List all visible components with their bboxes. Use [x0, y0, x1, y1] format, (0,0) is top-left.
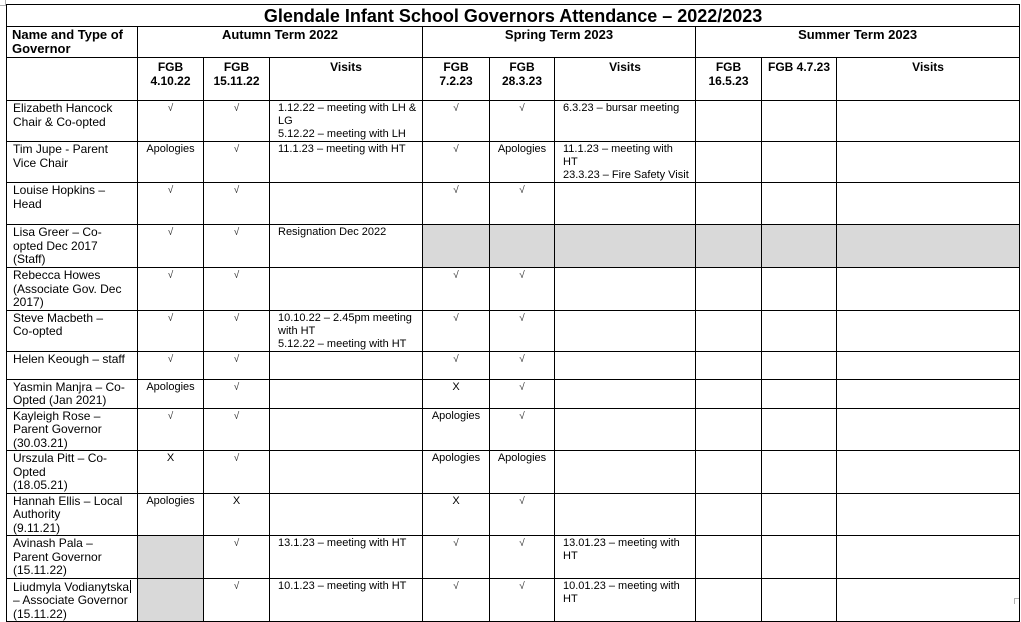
attendance-cell: [138, 379, 204, 408]
governor-name-line: Kayleigh Rose –: [13, 408, 101, 423]
attendance-cell: [204, 268, 270, 311]
governor-name-line: Elizabeth Hancock: [13, 101, 113, 115]
attendance-cell: [696, 142, 762, 183]
attendance-cell: [696, 225, 762, 268]
governor-name-line: Helen Keough – staff: [13, 351, 125, 366]
attendance-cell: [138, 351, 204, 379]
governor-name-line: Head: [13, 196, 42, 211]
attendance-cell: [696, 408, 762, 451]
check-icon: √: [233, 538, 240, 549]
attendance-cell: [762, 493, 837, 536]
attendance-cell: [762, 408, 837, 451]
governor-name-cell: [7, 101, 138, 142]
visits-cell: [270, 379, 423, 408]
absent-mark: X: [452, 380, 460, 393]
attendance-cell: [696, 268, 762, 311]
governor-name-cell: [7, 142, 138, 183]
attendance-cell: [490, 142, 555, 183]
governor-name-line: (Associate Gov. Dec: [13, 281, 122, 296]
attendance-cell: [138, 408, 204, 451]
visits-cell: [837, 142, 1020, 183]
visit-entry: 5.12.22 – meeting with HT: [278, 337, 407, 350]
governor-name-cell: [7, 183, 138, 225]
visits-cell: [837, 379, 1020, 408]
attendance-cell: [204, 310, 270, 351]
attendance-cell: [423, 183, 490, 225]
attendance-cell: [762, 451, 837, 494]
governor-row: [7, 536, 1020, 579]
attendance-cell: [696, 493, 762, 536]
governor-name-cell: [7, 578, 138, 622]
visits-cell: [270, 451, 423, 494]
governor-name-line: (9.11.21): [13, 520, 61, 535]
attendance-cell: [762, 379, 837, 408]
check-icon: √: [167, 410, 174, 422]
attendance-cell: [490, 408, 555, 451]
check-icon: √: [167, 312, 174, 324]
attendance-cell: [423, 142, 490, 183]
attendance-cell: [423, 408, 490, 451]
governor-name-line: Yasmin Manjra – Co-: [13, 379, 125, 394]
meeting-header: FGB 7.2.23: [423, 58, 490, 101]
visit-entry: 10.1.23 – meeting with HT: [278, 579, 407, 592]
governor-name-cell: [7, 451, 138, 494]
governor-name-line: Authority: [13, 507, 61, 521]
visits-header: Visits: [837, 58, 1020, 101]
governor-name-cell: [7, 351, 138, 379]
governor-name-line: (30.03.21): [13, 435, 68, 450]
visits-cell: [837, 183, 1020, 225]
attendance-cell: [423, 268, 490, 311]
governor-name-line: – Associate Governor: [13, 593, 128, 607]
governor-name-line: Rebecca Howes: [13, 268, 101, 282]
visit-entry: 10.10.22 – 2.45pm meeting with HT: [278, 311, 412, 337]
governor-name-line: Co-opted: [13, 324, 63, 338]
check-icon: √: [167, 185, 174, 196]
attendance-cell: [696, 183, 762, 225]
visit-entry: 23.3.23 – Fire Safety Visit: [563, 169, 689, 181]
attendance-cell: [762, 268, 837, 311]
attendance-cell: [762, 101, 837, 142]
attendance-cell: [696, 578, 762, 622]
governor-name-cell: [7, 310, 138, 351]
governor-name-line: opted Dec 2017: [13, 238, 98, 253]
attendance-cell: [204, 493, 270, 536]
attendance-cell: [490, 578, 555, 622]
attendance-cell: [423, 536, 490, 579]
visits-cell: [837, 310, 1020, 351]
meeting-header: FGB 15.11.22: [204, 58, 270, 101]
check-icon: √: [233, 312, 240, 324]
check-icon: √: [167, 103, 174, 114]
governor-name-cell: [7, 408, 138, 451]
visits-cell: [270, 183, 423, 225]
governor-row: [7, 101, 1020, 142]
visits-cell: [555, 101, 696, 142]
visits-cell: [555, 408, 696, 451]
check-icon: √: [519, 410, 525, 422]
governor-name-cell: [7, 268, 138, 311]
governor-name-line: Steve Macbeth –: [13, 310, 104, 325]
visits-header: Visits: [555, 58, 696, 101]
attendance-cell: [490, 379, 555, 408]
attendance-cell: [490, 101, 555, 142]
governor-row: [7, 379, 1020, 408]
document-title: Glendale Infant School Governors Attendance – 2022/2023: [7, 5, 1020, 27]
check-icon: √: [453, 144, 459, 155]
attendance-cell: [423, 225, 490, 268]
visits-cell: [270, 268, 423, 311]
visits-cell: [270, 142, 423, 183]
attendance-cell: [490, 268, 555, 311]
apologies-label: Apologies: [431, 452, 481, 464]
governor-name-line: Tim Jupe - Parent: [13, 142, 108, 156]
attendance-cell: [204, 142, 270, 183]
attendance-cell: [762, 183, 837, 225]
attendance-cell: [696, 536, 762, 579]
attendance-cell: [696, 451, 762, 494]
attendance-cell: [138, 451, 204, 494]
visit-entry: 13.01.23 – meeting with HT: [563, 537, 680, 562]
governor-name-cell: [7, 493, 138, 536]
visits-cell: [555, 451, 696, 494]
attendance-cell: [138, 536, 204, 579]
visit-entry: 11.1.23 – meeting with HT: [563, 143, 673, 168]
governor-name-line: Chair & Co-opted: [13, 114, 106, 129]
visits-cell: [555, 536, 696, 579]
meeting-header: FGB 28.3.23: [490, 58, 555, 101]
visits-cell: [270, 225, 423, 268]
visit-entry: 1.12.22 – meeting with LH & LG: [278, 102, 417, 127]
check-icon: √: [453, 312, 459, 324]
check-icon: √: [519, 381, 525, 393]
governor-name-cell: [7, 379, 138, 408]
check-icon: √: [233, 103, 240, 114]
check-icon: √: [233, 381, 240, 393]
visits-cell: [270, 310, 423, 351]
apologies-label: Apologies: [497, 452, 547, 464]
check-icon: √: [519, 312, 525, 324]
check-icon: √: [453, 270, 459, 281]
visit-entry: 13.1.23 – meeting with HT: [278, 537, 407, 549]
visits-cell: [270, 408, 423, 451]
visits-cell: [555, 493, 696, 536]
attendance-cell: [696, 101, 762, 142]
governor-name-line: Vice Chair: [13, 155, 69, 170]
check-icon: √: [453, 538, 459, 549]
attendance-cell: [762, 578, 837, 622]
visit-entry: 5.12.22 – meeting with LH: [278, 128, 406, 140]
visits-cell: [837, 536, 1020, 579]
check-icon: √: [167, 353, 174, 365]
attendance-cell: [762, 351, 837, 379]
check-icon: √: [519, 495, 525, 507]
governor-name-line: Louise Hopkins –: [13, 183, 106, 197]
apologies-label: Apologies: [497, 143, 547, 155]
attendance-cell: [423, 351, 490, 379]
visit-entry: 11.1.23 – meeting with HT: [278, 143, 406, 155]
attendance-cell: [138, 183, 204, 225]
check-icon: √: [519, 103, 525, 114]
governor-name-cell: [7, 536, 138, 579]
absent-mark: X: [452, 494, 460, 507]
check-icon: √: [233, 270, 240, 281]
governor-row: [7, 408, 1020, 451]
governor-row: [7, 351, 1020, 379]
check-icon: √: [233, 227, 240, 238]
check-icon: √: [233, 580, 240, 592]
governor-rows: [7, 101, 1020, 622]
visits-cell: [555, 225, 696, 268]
attendance-cell: [490, 183, 555, 225]
check-icon: √: [519, 353, 525, 365]
attendance-cell: [204, 379, 270, 408]
term-header-spring: Spring Term 2023: [423, 27, 696, 58]
name-column-header: Name and Type of Governor: [7, 27, 138, 58]
attendance-cell: [696, 351, 762, 379]
attendance-cell: [696, 379, 762, 408]
visits-cell: [837, 101, 1020, 142]
visits-cell: [555, 351, 696, 379]
visits-cell: [270, 351, 423, 379]
visits-header: Visits: [270, 58, 423, 101]
governor-name-line: Avinash Pala –: [13, 536, 93, 550]
meeting-header: FGB 16.5.23: [696, 58, 762, 101]
attendance-cell: [423, 310, 490, 351]
visits-cell: [837, 451, 1020, 494]
attendance-cell: [138, 142, 204, 183]
governor-row: [7, 493, 1020, 536]
attendance-cell: [423, 101, 490, 142]
check-icon: √: [233, 144, 240, 155]
visits-cell: [270, 536, 423, 579]
attendance-cell: [490, 536, 555, 579]
check-icon: √: [453, 185, 459, 196]
check-icon: √: [167, 227, 174, 238]
check-icon: √: [167, 270, 174, 281]
governor-row: [7, 183, 1020, 225]
check-icon: √: [519, 538, 525, 549]
governor-name-line: Opted: [13, 464, 46, 479]
attendance-cell: [423, 379, 490, 408]
visits-cell: [270, 578, 423, 622]
attendance-cell: [423, 493, 490, 536]
check-icon: √: [233, 453, 240, 464]
meeting-header: FGB 4.10.22: [138, 58, 204, 101]
visits-cell: [555, 183, 696, 225]
check-icon: √: [453, 580, 459, 592]
attendance-cell: [204, 536, 270, 579]
attendance-cell: [138, 101, 204, 142]
attendance-cell: [138, 310, 204, 351]
visits-cell: [837, 578, 1020, 622]
governor-row: [7, 310, 1020, 351]
visits-cell: [837, 268, 1020, 311]
governor-name-line: Parent Governor: [13, 422, 102, 436]
check-icon: √: [519, 185, 525, 196]
visit-entry: 6.3.23 – bursar meeting: [563, 102, 680, 114]
attendance-cell: [204, 225, 270, 268]
check-icon: √: [453, 353, 459, 365]
apologies-label: Apologies: [431, 409, 481, 422]
attendance-cell: [490, 225, 555, 268]
attendance-cell: [762, 225, 837, 268]
attendance-cell: [423, 451, 490, 494]
check-icon: √: [453, 103, 459, 114]
governor-name-line: Opted (Jan 2021): [13, 393, 107, 407]
governor-name-line: (15.11.22): [13, 606, 67, 621]
attendance-table: [6, 4, 1020, 622]
attendance-cell: [138, 225, 204, 268]
visits-cell: [555, 578, 696, 622]
attendance-cell: [204, 408, 270, 451]
attendance-cell: [138, 493, 204, 536]
check-icon: √: [519, 580, 525, 592]
attendance-cell: [490, 310, 555, 351]
attendance-cell: [696, 310, 762, 351]
governor-name-cell: [7, 225, 138, 268]
apologies-label: Apologies: [146, 143, 195, 155]
governor-name-line: Urszula Pitt – Co-: [13, 451, 108, 465]
blank-header-cell: [7, 58, 138, 101]
governor-row: [7, 225, 1020, 268]
visits-cell: [555, 310, 696, 351]
absent-mark: X: [166, 452, 175, 464]
text-cursor: [130, 580, 131, 593]
apologies-label: Apologies: [146, 380, 195, 393]
visits-cell: [555, 268, 696, 311]
visits-cell: [837, 408, 1020, 451]
visits-cell: [555, 142, 696, 183]
attendance-cell: [138, 578, 204, 622]
attendance-cell: [762, 142, 837, 183]
attendance-cell: [490, 351, 555, 379]
check-icon: √: [233, 353, 240, 365]
attendance-cell: [423, 578, 490, 622]
attendance-cell: [204, 351, 270, 379]
governor-name-line: (15.11.22): [13, 563, 67, 577]
attendance-cell: [762, 310, 837, 351]
governor-name-line: (18.05.21): [13, 478, 68, 492]
governor-name-line: Liudmyla Vodianytska: [13, 579, 130, 594]
apologies-label: Apologies: [146, 494, 195, 507]
attendance-cell: [490, 451, 555, 494]
attendance-cell: [490, 493, 555, 536]
governor-name-line: Lisa Greer – Co-: [13, 225, 102, 239]
attendance-cell: [204, 451, 270, 494]
governor-name-line: (Staff): [13, 252, 46, 266]
governor-name-line: Hannah Ellis – Local: [13, 493, 123, 508]
attendance-cell: [204, 101, 270, 142]
governor-row: [7, 578, 1020, 622]
visit-entry: 10.01.23 – meeting with HT: [563, 579, 680, 605]
check-icon: √: [519, 270, 525, 281]
meeting-header: FGB 4.7.23: [762, 58, 837, 101]
visits-cell: [837, 351, 1020, 379]
visits-cell: [837, 493, 1020, 536]
governor-name-line: Parent Governor: [13, 549, 102, 564]
attendance-cell: [762, 536, 837, 579]
attendance-cell: [138, 268, 204, 311]
attendance-cell: [204, 183, 270, 225]
governor-row: [7, 451, 1020, 494]
governor-name-line: 2017): [13, 295, 44, 309]
term-header-autumn: Autumn Term 2022: [138, 27, 423, 58]
check-icon: √: [233, 185, 240, 196]
check-icon: √: [233, 410, 240, 422]
governor-row: [7, 268, 1020, 311]
term-header-summer: Summer Term 2023: [696, 27, 1020, 58]
visits-cell: [270, 493, 423, 536]
absent-mark: X: [232, 494, 241, 507]
visits-cell: [555, 379, 696, 408]
governor-row: [7, 142, 1020, 183]
attendance-cell: [204, 578, 270, 622]
visit-entry: Resignation Dec 2022: [278, 226, 387, 238]
visits-cell: [270, 101, 423, 142]
visits-cell: [837, 225, 1020, 268]
